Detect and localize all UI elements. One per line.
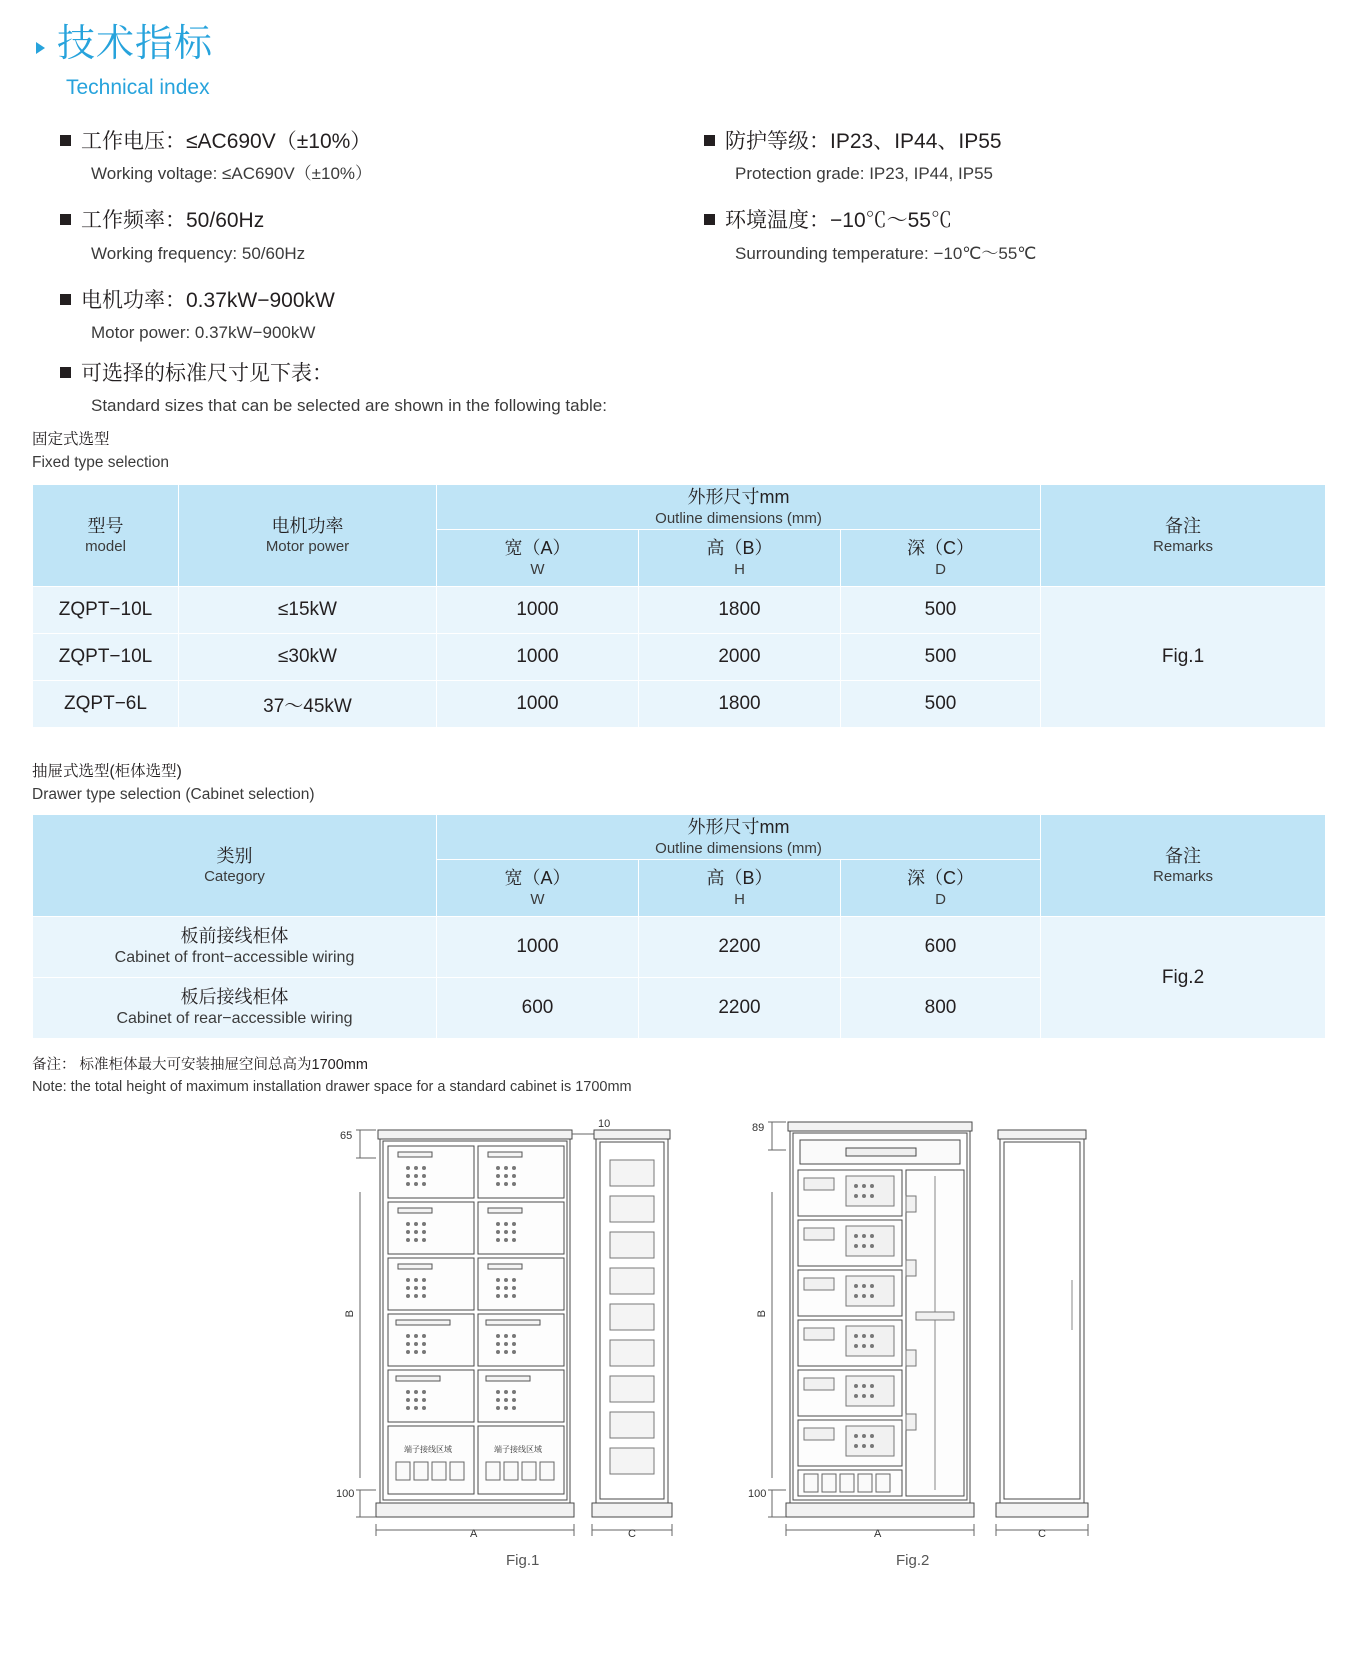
th-depth [841, 530, 1041, 587]
th-category [33, 815, 437, 917]
cell-category-cn: 板后接线柜体 [180, 987, 289, 1008]
th-depth-cn: 深（C） [907, 538, 975, 558]
section-caption-drawer [32, 760, 315, 807]
th-outline-cn: 外形尺寸mm [687, 817, 790, 837]
th-remarks-en: Remarks [1153, 538, 1214, 555]
section-caption-fixed-cn: 固定式选型 [32, 431, 110, 448]
th-height-en: H [734, 890, 745, 908]
page-header [36, 24, 213, 100]
fig1-depth-label: C [628, 1528, 636, 1540]
spec-column-left [60, 128, 680, 366]
section-caption-drawer-cn: 抽屉式选型(柜体选型) [32, 763, 182, 780]
fig1-height-label: B [344, 1310, 356, 1318]
th-remarks-cn: 备注 [1165, 515, 1202, 536]
spec-text-cn: 工作频率：50/60Hz [81, 209, 265, 233]
fig1-bottom-dimension-label: 100 [336, 1488, 355, 1500]
th-height-cn: 高（B） [706, 538, 773, 558]
spec-text-cn: 防护等级：IP23、IP44、IP55 [725, 130, 1002, 153]
th-model-cn: 型号 [87, 515, 124, 536]
spec-cn-row [60, 360, 1330, 387]
cell-category-cn: 板前接线柜体 [180, 926, 289, 947]
spec-text-cn: 可选择的标准尺寸见下表： [81, 362, 333, 385]
spec-text-en: Motor power: 0.37kW−900kW [91, 323, 316, 343]
th-height-cn: 高（B） [706, 868, 773, 888]
section-caption-drawer-en: Drawer type selection (Cabinet selection) [32, 786, 315, 804]
cell-power: ≤15kW [179, 587, 437, 634]
th-height [639, 860, 841, 917]
fig2-top-dimension-label: 89 [752, 1122, 765, 1134]
cell-remarks: Fig.2 [1041, 917, 1326, 1039]
table-header-row [33, 485, 1326, 530]
th-depth-cn: 深（C） [907, 868, 975, 888]
th-height-en: H [734, 560, 745, 578]
th-motor-power-cn: 电机功率 [271, 515, 344, 536]
th-outline-cn: 外形尺寸mm [687, 487, 790, 507]
th-outline-en: Outline dimensions (mm) [655, 839, 822, 857]
spec-cn-row [60, 207, 680, 234]
table-row [33, 587, 1326, 634]
square-bullet-icon [60, 135, 71, 146]
fig2-height-label: B [756, 1310, 768, 1318]
th-width-cn: 宽（A） [504, 538, 571, 558]
table-header-row [33, 815, 1326, 860]
spec-cn-row [704, 207, 1324, 234]
cell-height: 2200 [639, 978, 841, 1039]
cell-model: ZQPT−10L [33, 634, 179, 681]
spec-cn-row [60, 287, 680, 314]
spec-cn-row [704, 128, 1324, 155]
th-motor-power-en: Motor power [265, 538, 350, 555]
fig2-width-label: A [874, 1528, 882, 1540]
spec-text-en: Working voltage: ≤AC690V（±10%） [91, 164, 373, 184]
cell-model: ZQPT−6L [33, 681, 179, 728]
table-row [33, 917, 1326, 978]
spec-item-standard-sizes [60, 360, 1330, 417]
fig1-caption: Fig.1 [506, 1552, 540, 1569]
square-bullet-icon [60, 367, 71, 378]
spec-text-cn: 工作电压：≤AC690V（±10%） [81, 130, 372, 153]
fig1-width-label: A [470, 1528, 478, 1540]
spec-text-en: Protection grade: IP23, IP44, IP55 [735, 164, 993, 184]
fig2-caption: Fig.2 [896, 1552, 930, 1569]
spec-text-en: Standard sizes that can be selected are shown in the following table: [91, 396, 607, 416]
spec-item [704, 128, 1324, 185]
section-caption-fixed-en: Fixed type selection [32, 454, 169, 472]
th-depth-en: D [935, 890, 946, 908]
cell-depth: 500 [841, 587, 1041, 634]
technical-drawings [0, 1100, 1357, 1660]
th-outline-en: Outline dimensions (mm) [655, 509, 822, 527]
fig1-top-right-dimension-label: 10 [598, 1118, 611, 1130]
fig1-top-dimension-label: 65 [340, 1130, 353, 1142]
spec-text-en: Working frequency: 50/60Hz [91, 243, 306, 263]
square-bullet-icon [704, 214, 715, 225]
th-outline-dimensions [437, 815, 1041, 860]
cell-power: ≤30kW [179, 634, 437, 681]
th-category-cn: 类别 [216, 845, 253, 866]
cabinet-drawings-svg [0, 1100, 1357, 1570]
th-width [437, 860, 639, 917]
spec-text-en: Surrounding temperature: −10℃～55℃ [735, 243, 1037, 263]
cell-width: 1000 [437, 917, 639, 978]
cell-category-en: Cabinet of front−accessible wiring [114, 948, 355, 966]
cell-depth: 600 [841, 917, 1041, 978]
th-model-en: model [85, 538, 126, 555]
cell-height: 2000 [639, 634, 841, 681]
th-remarks-cn: 备注 [1165, 845, 1202, 866]
page-title [36, 24, 213, 66]
th-width-en: W [530, 560, 545, 578]
spec-item [704, 207, 1324, 264]
triangle-bullet-icon [36, 42, 45, 54]
table-note-cn: 备注： 标准柜体最大可安装抽屉空间总高为1700mm [32, 1057, 368, 1073]
th-width-cn: 宽（A） [504, 868, 571, 888]
table-note [32, 1054, 632, 1099]
th-height [639, 530, 841, 587]
square-bullet-icon [704, 135, 715, 146]
th-category-en: Category [204, 868, 265, 885]
spec-text-cn: 电机功率：0.37kW−900kW [81, 288, 335, 312]
th-outline-dimensions [437, 485, 1041, 530]
th-motor-power [179, 485, 437, 587]
cell-category [33, 978, 437, 1039]
section-caption-fixed [32, 428, 169, 475]
cell-height: 2200 [639, 917, 841, 978]
square-bullet-icon [60, 214, 71, 225]
th-width [437, 530, 639, 587]
th-model [33, 485, 179, 587]
cell-height: 1800 [639, 587, 841, 634]
cell-width: 600 [437, 978, 639, 1039]
cell-category-en: Cabinet of rear−accessible wiring [116, 1009, 353, 1027]
cell-power: 37～45kW [179, 681, 437, 728]
th-remarks-en: Remarks [1153, 868, 1214, 885]
th-remarks [1041, 485, 1326, 587]
table-drawer-type-selection [32, 814, 1326, 1039]
spec-text-cn: 环境温度：−10℃～55℃ [725, 209, 952, 233]
fig1-zone-label-right: 端子接线区域 [494, 1445, 542, 1454]
th-remarks [1041, 815, 1326, 917]
fig2-depth-label: C [1038, 1528, 1046, 1540]
spec-item [60, 207, 680, 264]
square-bullet-icon [60, 294, 71, 305]
cell-model: ZQPT−10L [33, 587, 179, 634]
cell-width: 1000 [437, 587, 639, 634]
cell-depth: 500 [841, 681, 1041, 728]
spec-item [60, 128, 680, 185]
cell-depth: 500 [841, 634, 1041, 681]
cell-category [33, 917, 437, 978]
cell-width: 1000 [437, 634, 639, 681]
spec-cn-row [60, 128, 680, 155]
table-fixed-type-selection [32, 484, 1326, 728]
th-depth [841, 860, 1041, 917]
spec-item [60, 287, 680, 344]
th-depth-en: D [935, 560, 946, 578]
cell-remarks: Fig.1 [1041, 587, 1326, 728]
th-width-en: W [530, 890, 545, 908]
page-title-cn: 技术指标 [57, 23, 214, 65]
fig2-bottom-dimension-label: 100 [748, 1488, 767, 1500]
fig1-zone-label-left: 端子接线区域 [404, 1445, 452, 1454]
cell-height: 1800 [639, 681, 841, 728]
cell-width: 1000 [437, 681, 639, 728]
page-title-en: Technical index [66, 75, 210, 99]
table-note-en: Note: the total height of maximum installation drawer space for a standard cabinet is 1700mm [32, 1079, 632, 1096]
cell-depth: 800 [841, 978, 1041, 1039]
spec-column-right [704, 128, 1324, 287]
